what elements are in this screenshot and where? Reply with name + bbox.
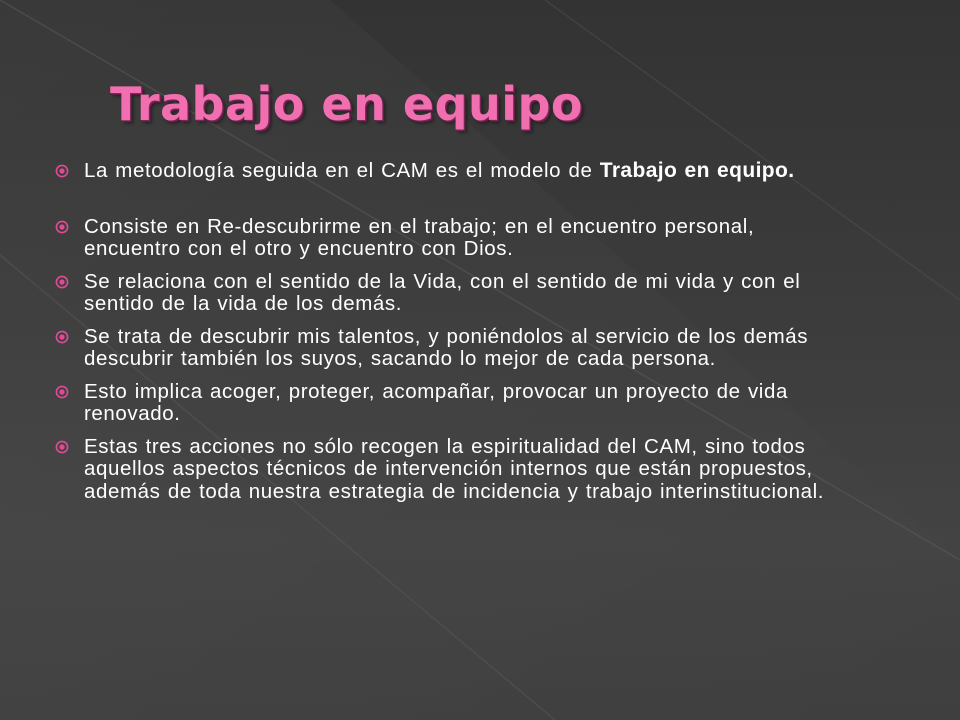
bullet-text: Se relaciona con el sentido de la Vida, con el sentido de mi vida y con el sentido de la vida de los demás. — [84, 269, 801, 315]
circled-dot-icon — [55, 220, 69, 234]
bullet-item — [55, 381, 855, 426]
bullet-emphasis: Trabajo en equipo. — [599, 159, 795, 182]
circled-dot-icon — [55, 164, 69, 178]
circled-dot-icon — [55, 385, 69, 399]
bullet-list — [55, 160, 855, 503]
circled-dot-icon — [55, 275, 69, 289]
bullet-item — [55, 160, 855, 183]
bullet-item — [55, 216, 855, 261]
slide-title: Trabajo en equipo — [110, 77, 584, 131]
bullet-item — [55, 271, 855, 316]
circled-dot-icon — [55, 440, 69, 454]
bullet-text: Esto implica acoger, proteger, acompañar, provocar un proyecto de vida renovado. — [84, 379, 788, 425]
bullet-item — [55, 436, 855, 504]
bullet-text: Consiste en Re-descubrirme en el trabajo; en el encuentro personal, encuentro con el otro y encuentro con Dios. — [84, 214, 755, 260]
bullet-text: Se trata de descubrir mis talentos, y poniéndolos al servicio de los demás descubrir también los suyos, sacando lo mejor de cada persona. — [84, 324, 809, 370]
bullet-text: La metodología seguida en el CAM es el modelo de — [84, 159, 600, 182]
bullet-text: Estas tres acciones no sólo recogen la espiritualidad del CAM, sino todos aquellos aspectos técnicos de intervención internos que están propuestos, además de toda nuestra estrategia de incidencia y trabajo interinstitucional. — [84, 434, 825, 503]
bullet-item — [55, 326, 855, 371]
circled-dot-icon — [55, 330, 69, 344]
